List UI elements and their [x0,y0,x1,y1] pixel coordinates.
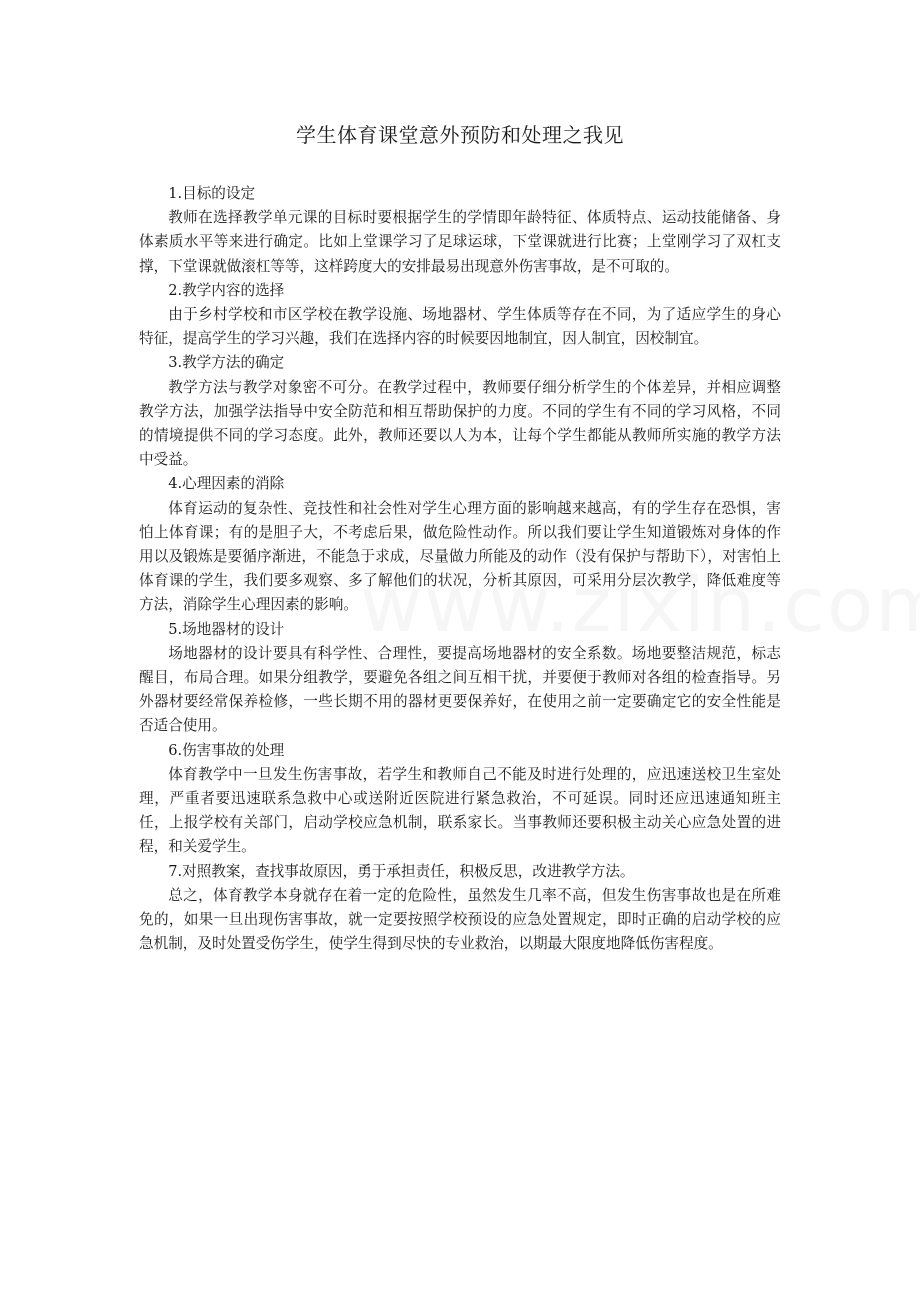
paragraph-conclusion: 总之，体育教学本身就存在着一定的危险性，虽然发生几率不高，但发生伤害事故也是在所难免的，如果一旦出现伤害事故，就一定要按照学校预设的应急处置规定，即时正确的启动学校的应急机制，及时处置受伤学生，使学生得到尽快的专业救治，以期最大限度地降低伤害程度。 [139,886,781,953]
section-heading-2: 2.教学内容的选择 [168,281,285,299]
section-heading-6: 6.伤害事故的处理 [168,741,285,759]
paragraph-1: 教师在选择教学单元课的目标时要根据学生的学情即年龄特征、体质特点、运动技能储备、身体素质水平等来进行确定。比如上堂课学习了足球运球，下堂课就进行比赛；上堂刚学习了双杠支撑，下堂课就做滚杠等等，这样跨度大的安排最易出现意外伤害事故，是不可取的。 [139,209,781,275]
paragraph-3: 教学方法与教学对象密不可分。在教学过程中，教师要仔细分析学生的个体差异，并相应调整教学方法，加强学法指导中安全防范和相互帮助保护的力度。不同的学生有不同的学习风格，不同的情境提供不同的学习态度。此外，教师还要以人为本，让每个学生都能从教师所实施的教学方法中受益。 [139,378,781,469]
section-heading-3: 3.教学方法的确定 [168,354,285,372]
paragraph-4: 体育运动的复杂性、竞技性和社会性对学生心理方面的影响越来越高，有的学生存在恐惧，害怕上体育课；有的是胆子大，不考虑后果，做危险性动作。所以我们要让学生知道锻炼对身体的作用以及锻炼是要循序渐进，不能急于求成，尽量做力所能及的动作（没有保护与帮助下），对害怕上体育课的学生，我们要多观察、多了解他们的状况，分析其原因，可采用分层次教学，降低难度等方法，消除学生心理因素的影响。 [139,499,781,614]
paragraph-5: 场地器材的设计要具有科学性、合理性，要提高场地器材的安全系数。场地要整洁规范，标志醒目，布局合理。如果分组教学，要避免各组之间互相干扰，并要便于教师对各组的检查指导。另外器材要经常保养检修，一些长期不用的器材更要保养好，在使用之前一定要确定它的安全性能是否适合使用。 [139,644,781,735]
section-heading-5: 5.场地器材的设计 [168,620,285,638]
section-heading-7: 7.对照教案，查找事故原因，勇于承担责任，积极反思，改进教学方法。 [168,862,635,880]
paragraph-6: 体育教学中一旦发生伤害事故，若学生和教师自己不能及时进行处理的，应迅速送校卫生室处理，严重者要迅速联系急救中心或送附近医院进行紧急救治，不可延误。同时还应迅速通知班主任，上报学校有关部门，启动学校应急机制，联系家长。当事教师还要积极主动关心应急处置的进程，和关爱学生。 [139,765,781,856]
document-body [139,182,781,957]
paragraph-2: 由于乡村学校和市区学校在教学设施、场地器材、学生体质等存在不同，为了适应学生的身心特征，提高学生的学习兴趣，我们在选择内容的时候要因地制宜，因人制宜，因校制宜。 [139,306,781,348]
section-heading-4: 4.心理因素的消除 [168,475,285,493]
document-title: 学生体育课堂意外预防和处理之我见 [296,123,624,147]
section-heading-1: 1.目标的设定 [168,185,256,202]
